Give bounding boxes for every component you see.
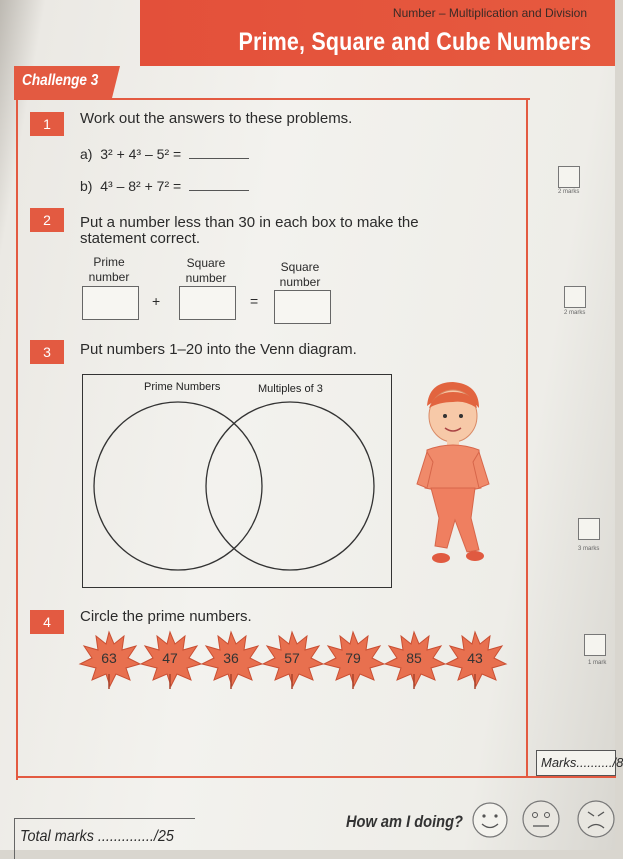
question-1b-label: b): [80, 178, 93, 194]
equals-sign: =: [250, 293, 259, 309]
neutral-face-icon[interactable]: [520, 798, 562, 840]
leaf-number-label: 43: [467, 650, 483, 666]
square-number-box-2[interactable]: [274, 290, 331, 324]
prime-number-box[interactable]: [82, 286, 139, 320]
sad-face-icon[interactable]: [574, 798, 616, 840]
question-2-marks-tag: 2 marks: [564, 310, 586, 316]
question-1b-expr: 4³ – 8² + 7² =: [100, 178, 182, 194]
question-4-marks-tag: 1 mark: [588, 660, 607, 666]
frame-bottom-edge: [16, 776, 616, 778]
leaf-number-label: 85: [406, 650, 422, 666]
venn-label-prime: Prime Numbers: [144, 381, 221, 393]
leaf-number-3[interactable]: [259, 628, 325, 695]
question-1a-label: a): [80, 146, 93, 162]
venn-circle-prime[interactable]: [94, 402, 262, 570]
leaf-number-6[interactable]: [442, 628, 508, 695]
leaf-number-label: 63: [101, 650, 117, 666]
how-am-i-doing-label: How am I doing?: [346, 812, 463, 831]
frame-right-edge: [526, 98, 528, 778]
leaf-number-4[interactable]: [320, 628, 386, 695]
total-marks-label: Total marks ............../25: [20, 828, 174, 845]
question-4-text: Circle the prime numbers.: [80, 608, 252, 625]
page-title: Prime, Square and Cube Numbers: [238, 28, 591, 56]
boy-illustration: [405, 378, 505, 578]
square-number-box-1[interactable]: [179, 286, 236, 320]
square-number-heading-1: Square number: [185, 256, 227, 285]
question-2-text-line1: Put a number less than 30 in each box to make the: [80, 214, 419, 231]
question-1a-answer-line[interactable]: [189, 158, 249, 159]
leaf-number-0[interactable]: [76, 628, 142, 695]
plus-sign: +: [152, 293, 161, 309]
leaf-number-5[interactable]: [381, 628, 447, 695]
question-4-marks-box[interactable]: [584, 634, 606, 656]
question-3-text: Put numbers 1–20 into the Venn diagram.: [80, 341, 357, 358]
header-subtitle: Number – Multiplication and Division: [392, 6, 587, 20]
question-2-text-line2: statement correct.: [80, 230, 201, 247]
question-1-number: 1: [30, 112, 64, 136]
question-4-number: 4: [30, 610, 64, 634]
happy-face-icon[interactable]: [470, 800, 510, 840]
question-3-marks-tag: 3 marks: [578, 546, 600, 552]
leaf-number-label: 36: [223, 650, 239, 666]
question-1a: [80, 146, 249, 162]
venn-diagram[interactable]: [82, 374, 390, 586]
leaf-number-2[interactable]: [198, 628, 264, 695]
marks-total-box[interactable]: Marks........../8: [536, 750, 616, 776]
venn-circle-multiples[interactable]: [206, 402, 374, 570]
leaf-number-1[interactable]: [137, 628, 203, 695]
question-1-marks-box[interactable]: [558, 166, 580, 188]
prime-number-heading: Prime number: [88, 255, 130, 284]
question-1b-answer-line[interactable]: [189, 190, 249, 191]
challenge-label: Challenge 3: [22, 72, 99, 89]
question-1-marks-tag: 2 marks: [558, 189, 580, 195]
leaf-number-label: 79: [345, 650, 361, 666]
leaf-number-label: 57: [284, 650, 300, 666]
question-3-number: 3: [30, 340, 64, 364]
question-2-marks-box[interactable]: [564, 286, 586, 308]
venn-label-multiples: Multiples of 3: [258, 383, 323, 395]
question-1a-expr: 3² + 4³ – 5² =: [100, 146, 182, 162]
question-1-text: Work out the answers to these problems.: [80, 110, 353, 127]
question-2-number: 2: [30, 208, 64, 232]
square-number-heading-2: Square number: [279, 260, 321, 289]
question-1b: [80, 178, 249, 194]
leaf-number-label: 47: [162, 650, 178, 666]
question-3-marks-box[interactable]: [578, 518, 600, 540]
